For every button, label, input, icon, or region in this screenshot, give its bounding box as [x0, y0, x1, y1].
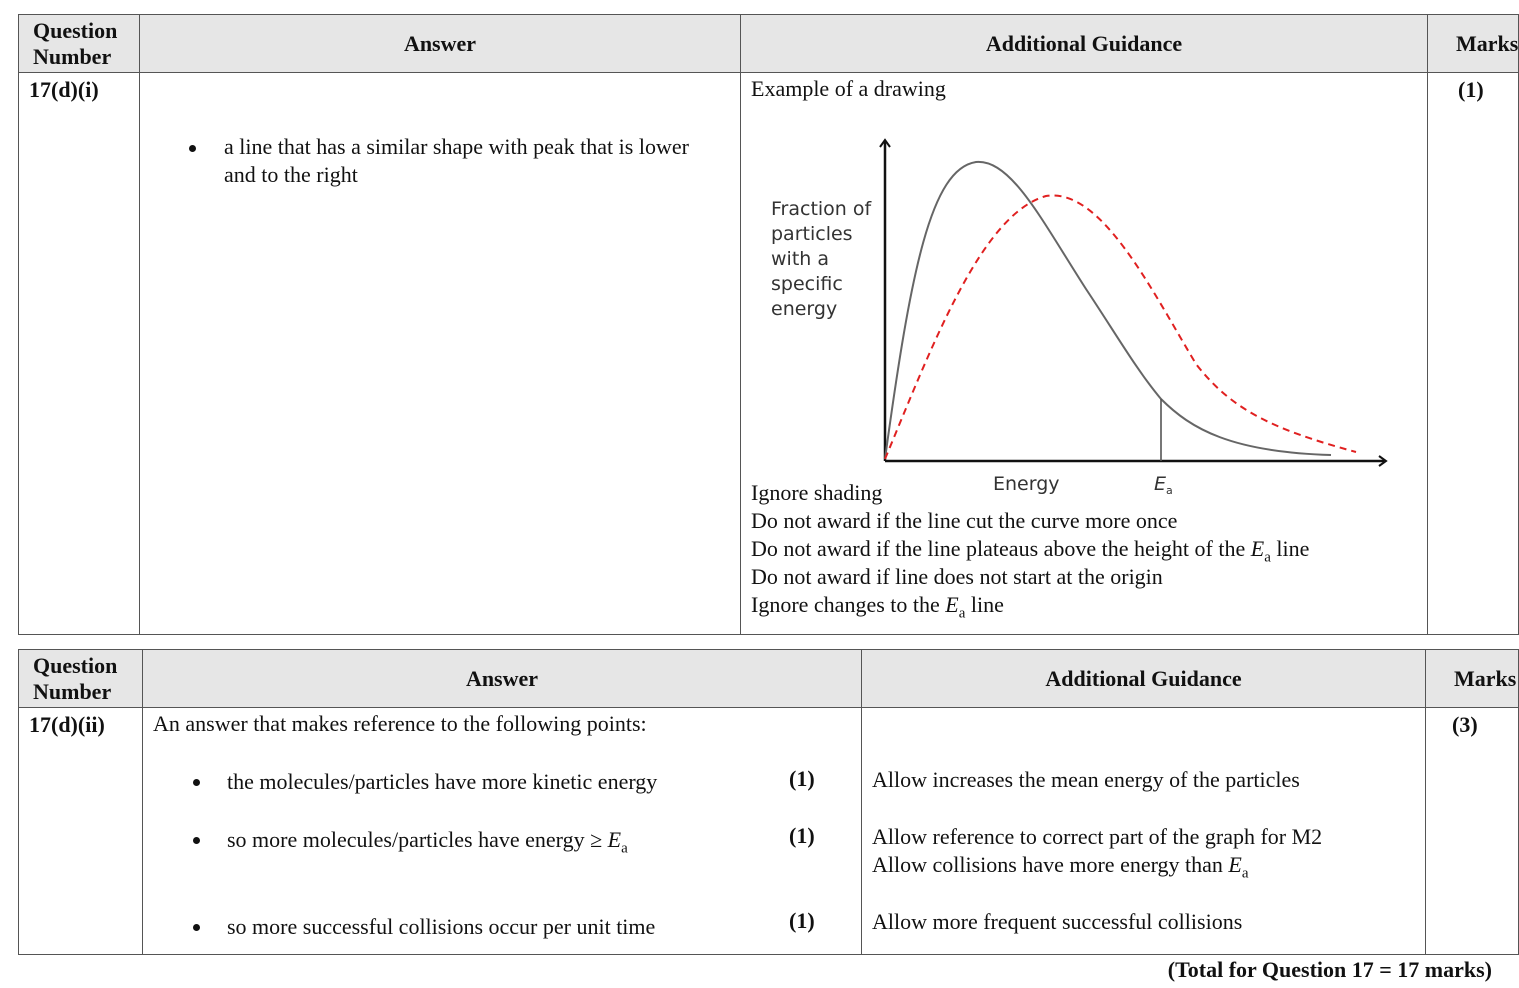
guidance-line: Allow collisions have more energy than $E_a$: [872, 852, 1249, 882]
header-guidance: Additional Guidance: [862, 650, 1426, 708]
guidance-line: Do not award if the line plateaus above the height of the $E_a$ line: [751, 536, 1310, 566]
bullet-icon: [189, 145, 196, 152]
guidance-line: Ignore shading: [751, 480, 883, 505]
original-curve: [885, 162, 1331, 459]
guidance-intro: Example of a drawing: [751, 76, 946, 101]
marks-value: (3): [1452, 712, 1478, 737]
answer-bullet: a line that has a similar shape with peak that is lower and to the right: [224, 134, 689, 187]
guidance-line: Allow increases the mean energy of the particles: [872, 767, 1300, 792]
question-17dii-table: [18, 649, 1519, 955]
y-label-line: particles: [771, 223, 853, 245]
y-label-line: with a: [771, 248, 829, 270]
higher-temperature-curve: [885, 195, 1356, 459]
header-answer: Answer: [143, 650, 862, 708]
header-guidance: Additional Guidance: [741, 15, 1428, 73]
point-mark: (1): [789, 766, 815, 791]
guidance-line: Allow reference to correct part of the graph for M2: [872, 824, 1323, 849]
answer-point: the molecules/particles have more kinetic energy: [227, 769, 658, 794]
bullet-icon: [193, 779, 200, 786]
bullet-icon: [193, 924, 200, 931]
bullet-icon: [193, 837, 200, 844]
header-question-number: Question Number: [19, 650, 143, 708]
total-marks: (Total for Question 17 = 17 marks): [1167, 957, 1492, 982]
ea-label: E: [1154, 473, 1167, 495]
guidance-line: Allow more frequent successful collisions: [872, 909, 1243, 934]
point-mark: (1): [789, 823, 815, 848]
ea-label-sub: a: [1166, 484, 1173, 497]
question-17di-table: [18, 14, 1519, 635]
svg-text:Fraction of partic: [771, 198, 877, 320]
answer-point: so more successful collisions occur per unit time: [227, 914, 656, 939]
answer-point: so more molecules/particles have energy ≥ $E_a$: [227, 827, 628, 857]
question-number: 17(d)(i): [29, 77, 99, 102]
y-label-line: energy: [771, 298, 838, 320]
y-label-line: Fraction of: [771, 198, 872, 220]
guidance-line: Do not award if line does not start at the origin: [751, 564, 1163, 589]
point-mark: (1): [789, 908, 815, 933]
header-question-number: Question Number: [19, 15, 140, 73]
guidance-line: Do not award if the line cut the curve more once: [751, 508, 1178, 533]
x-axis-label: Energy: [993, 473, 1060, 495]
marks-value: (1): [1458, 77, 1484, 102]
question-number: 17(d)(ii): [29, 712, 105, 737]
header-marks: Marks: [1426, 650, 1519, 708]
answer-intro: An answer that makes reference to the following points:: [153, 711, 647, 736]
y-label-line: specific: [771, 273, 843, 295]
header-marks: Marks: [1428, 15, 1519, 73]
guidance-line: Ignore changes to the $E_a$ line: [751, 592, 1004, 622]
header-answer: Answer: [140, 15, 741, 73]
